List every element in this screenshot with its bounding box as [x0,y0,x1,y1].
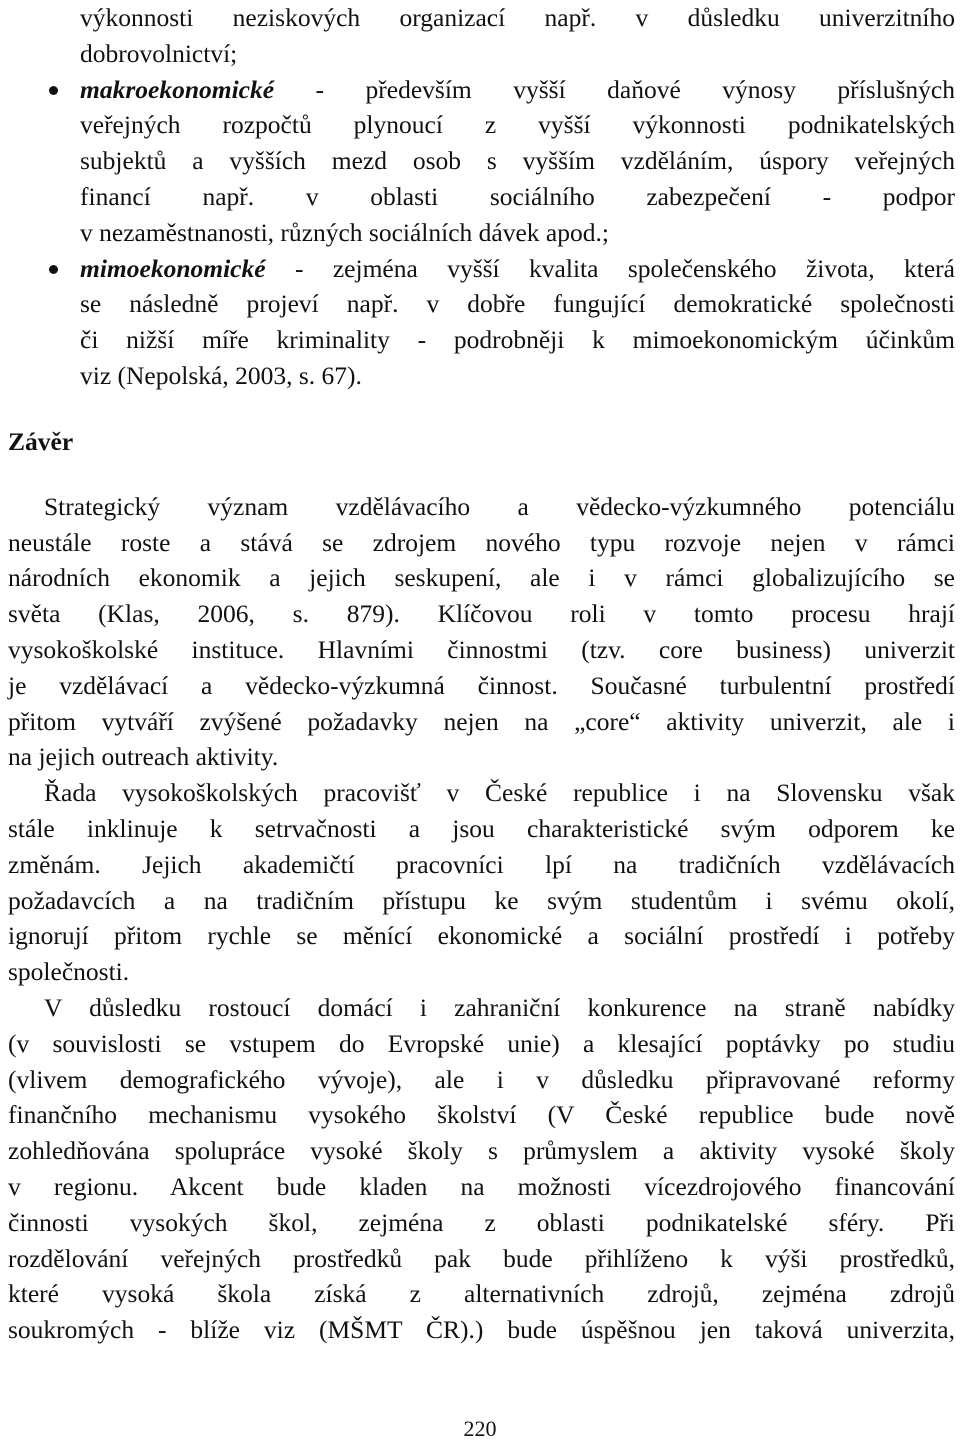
text-line: financí např. v oblasti sociálního zabezpečení - podpor [80,181,955,211]
text-line: stále inklinuje k setrvačnosti a jsou charakteristické svým odporem ke [8,813,955,843]
bullet-text: - zejména vyšší kvalita společenského života, která [265,253,955,283]
document-page [8,0,955,1348]
bullet-term: makroekonomické [80,74,275,104]
bullet-icon [49,86,58,95]
text-line: světa (Klas, 2006, s. 879). Klíčovou roli v tomto procesu hrají [8,599,955,629]
text-line: subjektů a vyšších mezd osob s vyšším vzděláním, úspory veřejných [80,146,955,176]
text-line: zohledňována spolupráce vysoké školy s průmyslem a aktivity vysoké školy [8,1136,955,1166]
text-line: (vlivem demografického vývoje), ale i v důsledku připravované reformy [8,1064,955,1094]
text-line: národních ekonomik a jejich seskupení, ale i v rámci globalizujícího se [8,563,955,593]
text-line: v regionu. Akcent bude kladen na možnosti vícezdrojového financování [8,1171,955,1201]
text-line: společnosti. [8,957,130,987]
text-line: dobrovolnictví; [80,38,238,68]
text-line [80,251,955,287]
paragraph [8,775,955,990]
text-line: Strategický význam vzdělávacího a vědecko-výzkumného potenciálu [44,491,955,521]
text-line: viz (Nepolská, 2003, s. 67). [80,360,362,390]
text-line: rozdělování veřejných prostředků pak bude přihlíženo k výši prostředků, [8,1243,955,1273]
text-line: finančního mechanismu vysokého školství (V České republice bude nově [8,1100,955,1130]
paragraph [8,489,955,775]
text-line: ignorují přitom rychle se měnící ekonomické a sociální prostředí i potřeby [8,921,955,951]
text-line: které vysoká škola získá z alternativních zdrojů, zejména zdrojů [8,1279,955,1309]
text-line: neustále roste a stává se zdrojem nového typu rozvoje nejen v rámci [8,527,955,557]
bullet-icon [49,265,58,274]
text-line: výkonnosti neziskových organizací např. v důsledku univerzitního [80,3,955,32]
bullet-item-macroeconomic [8,72,955,251]
bullet-text: - především vyšší daňové výnosy příslušných [274,74,955,104]
text-line: je vzdělávací a vědecko-výzkumná činnost. Současné turbulentní prostředí [8,670,955,700]
page-number: 220 [463,1416,497,1441]
text-line: vysokoškolské instituce. Hlavními činnostmi (tzv. core business) univerzit [8,634,955,664]
text-line: v nezaměstnanosti, různých sociálních dávek apod.; [80,217,609,247]
text-line: veřejných rozpočtů plynoucí z vyšší výkonnosti podnikatelských [80,110,955,140]
text-line: soukromých - blíže viz (MŠMT ČR).) bude úspěšnou jen taková univerzita, [8,1315,955,1345]
section-heading: Závěr [8,426,74,456]
text-line: činnosti vysokých škol, zejména z oblasti podnikatelské sféry. Při [8,1207,955,1237]
text-line: se následně projeví např. v dobře fungující demokratické společnosti [80,289,955,319]
text-line: přitom vytváří zvýšené požadavky nejen na „core“ aktivity univerzit, ale i [8,706,955,736]
text-line: V důsledku rostoucí domácí i zahraniční konkurence na straně nabídky [44,992,955,1022]
text-line: změnám. Jejich akademičtí pracovníci lpí na tradičních vzdělávacích [8,849,955,879]
text-line: na jejich outreach aktivity. [8,742,279,772]
text-line [80,72,955,108]
bullet-continuation [8,0,955,72]
bullet-item-noneconomic [8,251,955,394]
text-line: (v souvislosti se vstupem do Evropské unie) a klesající poptávky po studiu [8,1028,955,1058]
text-line: požadavcích a na tradičním přístupu ke svým studentům i svému okolí, [8,885,955,915]
text-line: či nižší míře kriminality - podrobněji k mimoekonomickým účinkům [80,325,955,355]
text-line: Řada vysokoškolských pracovišť v České republice i na Slovensku však [44,778,955,808]
bullet-term: mimoekonomické [80,253,266,283]
paragraph [8,990,955,1348]
